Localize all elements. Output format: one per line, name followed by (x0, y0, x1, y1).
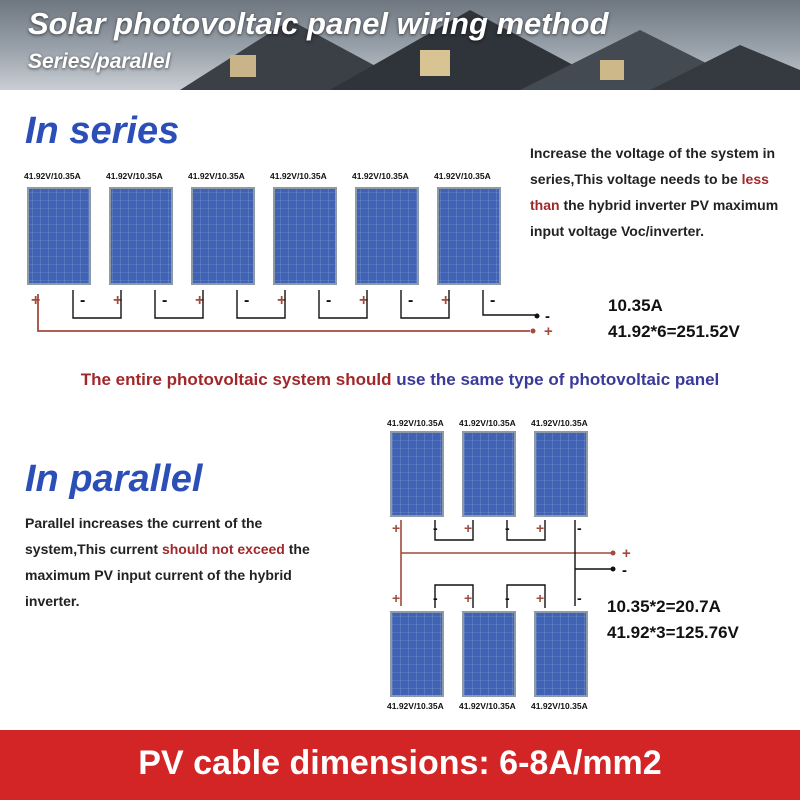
page-title: Solar photovoltaic panel wiring method (28, 6, 609, 41)
parallel-bottom-minus-2: - (505, 590, 510, 606)
series-desc-text-1: Increase the voltage of the system in series,This voltage needs to be (530, 145, 776, 187)
series-desc-highlight: less than (530, 171, 769, 213)
parallel-bottom-plus-1: + (392, 590, 401, 606)
series-solar-panel-6 (438, 188, 500, 284)
series-minus-sign-1: - (80, 292, 86, 309)
parallel-bottom-label-3: 41.92V/10.35A (531, 701, 588, 711)
parallel-bottom-panel-2 (463, 612, 515, 696)
series-panel-label-2: 41.92V/10.35A (106, 171, 163, 181)
parallel-result-current: 10.35*2=20.7A (607, 597, 721, 616)
parallel-output-minus: - (622, 562, 627, 579)
parallel-bottom-minus-3: - (577, 590, 582, 606)
series-panel-label-4: 41.92V/10.35A (270, 171, 327, 181)
parallel-bottom-panel-3 (535, 612, 587, 696)
parallel-top-minus-1: - (433, 520, 438, 536)
series-panel-label-3: 41.92V/10.35A (188, 171, 245, 181)
series-solar-panel-3 (192, 188, 254, 284)
parallel-top-plus-1: + (392, 520, 401, 536)
series-positive-terminal (531, 329, 536, 334)
parallel-result-voltage: 41.92*3=125.76V (607, 623, 739, 642)
parallel-top-panel-2 (463, 432, 515, 516)
parallel-bottom-minus-1: - (433, 590, 438, 606)
parallel-output-plus: + (622, 545, 631, 562)
series-desc-text-2: the hybrid inverter PV maximum input voltage Voc/inverter. (530, 197, 779, 239)
footer-banner (0, 730, 800, 800)
parallel-top-minus-2: - (505, 520, 510, 536)
series-panel-label-6: 41.92V/10.35A (434, 171, 491, 181)
series-plus-sign-1: + (31, 292, 41, 309)
series-minus-sign-6: - (490, 292, 496, 309)
series-plus-sign-2: + (113, 292, 123, 309)
series-plus-sign-4: + (277, 292, 287, 309)
parallel-desc-highlight: should not exceed (161, 541, 285, 557)
notice-part-2: use the same type of photovoltaic panel (391, 370, 720, 389)
parallel-bottom-label-2: 41.92V/10.35A (459, 701, 516, 711)
parallel-negative-terminal (611, 567, 616, 572)
series-output-minus: - (545, 308, 550, 325)
parallel-heading: In parallel (25, 458, 203, 500)
parallel-bottom-plus-3: + (536, 590, 545, 606)
series-solar-panel-4 (274, 188, 336, 284)
series-minus-sign-3: - (244, 292, 250, 309)
parallel-top-label-3: 41.92V/10.35A (531, 418, 588, 428)
series-negative-terminal (535, 314, 540, 319)
parallel-bottom-plus-2: + (464, 590, 473, 606)
series-panel-label-5: 41.92V/10.35A (352, 171, 409, 181)
series-minus-sign-5: - (408, 292, 414, 309)
parallel-top-minus-3: - (577, 520, 582, 536)
parallel-top-panel-1 (391, 432, 443, 516)
footer-text: PV cable dimensions: 6-8A/mm2 (138, 744, 662, 782)
series-panel-label-1: 41.92V/10.35A (24, 171, 81, 181)
parallel-top-plus-3: + (536, 520, 545, 536)
series-output-plus: + (544, 323, 553, 340)
series-solar-panel-5 (356, 188, 418, 284)
series-plus-sign-3: + (195, 292, 205, 309)
parallel-top-label-1: 41.92V/10.35A (387, 418, 444, 428)
series-minus-sign-4: - (326, 292, 332, 309)
series-result-current: 10.35A (608, 296, 663, 315)
parallel-positive-terminal (611, 551, 616, 556)
parallel-top-label-2: 41.92V/10.35A (459, 418, 516, 428)
parallel-bottom-label-1: 41.92V/10.35A (387, 701, 444, 711)
parallel-desc-text-2: the maximum PV input current of the hybrid inverter. (25, 541, 310, 609)
parallel-top-panel-3 (535, 432, 587, 516)
page-subtitle: Series/parallel (28, 50, 171, 73)
series-solar-panel-2 (110, 188, 172, 284)
parallel-bottom-panel-1 (391, 612, 443, 696)
series-plus-sign-6: + (441, 292, 451, 309)
notice-part-1: The entire photovoltaic system should (80, 370, 392, 389)
series-heading: In series (25, 110, 180, 152)
parallel-top-plus-2: + (464, 520, 473, 536)
series-minus-sign-2: - (162, 292, 168, 309)
series-plus-sign-5: + (359, 292, 369, 309)
parallel-desc-text-1: Parallel increases the current of the system,This current (25, 515, 263, 557)
series-result-voltage: 41.92*6=251.52V (608, 322, 740, 341)
series-solar-panel-1 (28, 188, 90, 284)
